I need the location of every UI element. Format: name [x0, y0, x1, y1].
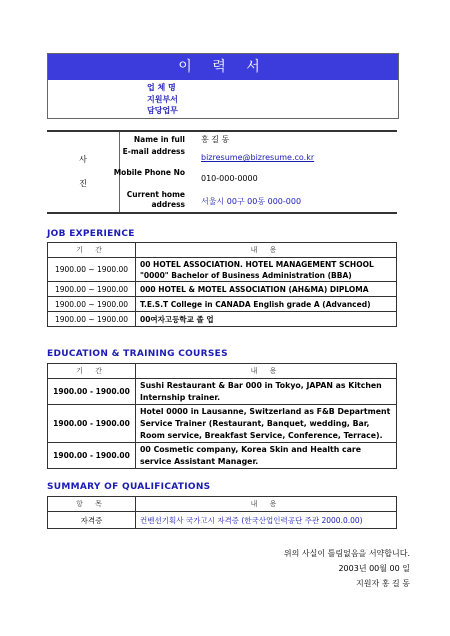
mobile-value: 010-000-0000: [201, 174, 258, 183]
photo-char-2: 진: [79, 179, 87, 188]
qual-header-content: 내 용: [136, 497, 397, 512]
mobile-label: Mobile Phone No: [113, 168, 185, 177]
table-row: [48, 405, 397, 443]
edu-period: 1900.00 - 1900.00: [48, 379, 136, 405]
job-content: 000 HOTEL & MOTEL ASSOCIATION (AH&MA) DIPLOMA: [136, 282, 397, 297]
email-value[interactable]: bizresume@bizresume.co.kr: [201, 153, 315, 162]
qualifications-table-header: [48, 497, 397, 512]
job-table-header: [48, 243, 397, 258]
signature-date: 2003년 00월 00 일: [338, 564, 410, 573]
edu-content: Hotel 0000 in Lausanne, Switzerland as F&B Department Service Trainer (Restaurant, Banquet, wedding, Bar, Room service, Breakfast Service, Conference, Terrace).: [136, 405, 397, 443]
job-period: 1900.00 ~ 1900.00: [48, 312, 136, 327]
title-block: [47, 53, 399, 119]
table-row: [48, 379, 397, 405]
duty-label: 담당업무: [147, 106, 178, 115]
job-period: 1900.00 ~ 1900.00: [48, 282, 136, 297]
name-label: Name in full: [133, 135, 185, 144]
table-row: [48, 297, 397, 312]
education-section-title: EDUCATION & TRAINING COURSES: [47, 349, 228, 359]
edu-content: 00 Cosmetic company, Korea Skin and Health care service Assistant Manager.: [136, 443, 397, 469]
job-period: 1900.00 ~ 1900.00: [48, 297, 136, 312]
job-content: 00 HOTEL ASSOCIATION. HOTEL MANAGEMENT SCHOOL "0000" Bachelor of Business Administration (BBA): [136, 258, 397, 282]
edu-header-content: 내 용: [136, 364, 397, 379]
edu-period: 1900.00 - 1900.00: [48, 443, 136, 469]
table-row: [48, 443, 397, 469]
company-name-label: 업 체 명: [147, 83, 176, 92]
profile-section: [47, 130, 397, 214]
qualifications-table: [47, 496, 397, 529]
education-table: [47, 363, 397, 469]
job-content: T.E.S.T College in CANADA English grade A (Advanced): [136, 297, 397, 312]
edu-period: 1900.00 - 1900.00: [48, 405, 136, 443]
photo-char-1: 사: [79, 155, 87, 164]
job-table: [47, 242, 397, 327]
table-row: [48, 282, 397, 297]
document-title: 이 력 서: [48, 54, 398, 80]
qualifications-section-title: SUMMARY OF QUALIFICATIONS: [47, 482, 211, 492]
department-label: 지원부서: [147, 95, 178, 104]
address-label: Current home address: [126, 190, 185, 209]
applicant-signature: 지원자 홍 길 동: [356, 579, 410, 588]
job-header-content: 내 용: [136, 243, 397, 258]
edu-content: Sushi Restaurant & Bar 000 in Tokyo, JAPAN as Kitchen Internship trainer.: [136, 379, 397, 405]
job-header-period: 기 간: [48, 243, 136, 258]
address-value: 서울시 00구 00동 000-000: [201, 197, 302, 206]
email-label: E-mail address: [122, 147, 185, 156]
edu-header-period: 기 간: [48, 364, 136, 379]
name-value: 홍 길 동: [201, 135, 230, 144]
education-table-header: [48, 364, 397, 379]
job-section-title: JOB EXPERIENCE: [47, 229, 135, 239]
table-row: [48, 258, 397, 282]
qual-content: 컨벤션기획사 국가고시 자격증 (한국산업인력공단 주관 2000.0.00): [136, 512, 397, 529]
job-content: 00여자고등학교 졸 업: [136, 312, 397, 327]
pledge-statement: 위의 사실이 틀림없음을 서약합니다.: [283, 549, 410, 558]
table-row: [48, 512, 397, 529]
job-period: 1900.00 ~ 1900.00: [48, 258, 136, 282]
qual-header-item: 항 목: [48, 497, 136, 512]
qual-item: 자격증: [48, 512, 136, 529]
table-row: [48, 312, 397, 327]
